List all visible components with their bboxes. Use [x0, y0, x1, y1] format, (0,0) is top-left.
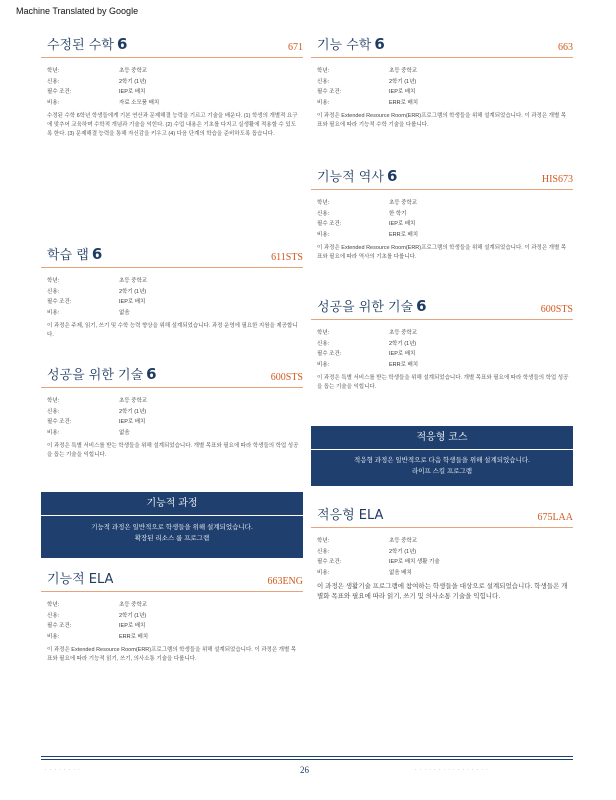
course-details: 학년: 초등 중학교 신용: 한 학기 필수 조건: IEP로 배치 비용: ERR로 배치: [317, 200, 419, 238]
course-study-lab: [41, 246, 303, 340]
course-details: 학년: 초등 중학교 신용: 2학기 (1년) 필수 조건: IEP로 배치 비용: 자료 소모품 배치: [47, 68, 160, 106]
course-details: 학년: 초등 중학교 신용: 2학기 (1년) 필수 조건: IEP로 배치 비용: ERR로 배치: [47, 602, 149, 640]
course-code: 611STS: [271, 252, 303, 263]
machine-translated-label: Machine Translated by Google: [16, 6, 139, 16]
page-number: 26: [300, 765, 309, 775]
banner-title: 적응형 코스: [311, 426, 573, 450]
course-description: 이 과정은 생활기술 프로그램에 참여하는 학생들을 대상으로 설계되었습니다. 학생들은 개별화 목표와 필요에 따라 읽기, 쓰기 및 의사소통 기술을 익힙니다.: [317, 583, 568, 600]
banner-text: 라이프 스킬 프로그램: [411, 468, 473, 475]
course-title-bar: [311, 506, 573, 528]
course-skills-for-success: [41, 366, 303, 460]
course-adaptive-ela: [311, 506, 573, 602]
course-code: 675LAA: [537, 512, 573, 523]
footer-left-text: · · · · · · · ·: [45, 767, 81, 772]
course-functional-math: [311, 36, 573, 130]
course-name: 수정된 수학 6: [47, 35, 128, 53]
course-description: 이 과정은 Extended Resource Room(ERR)프로그램의 학생들을 위해 설계되었습니다. 이 과정은 개별 목표와 필요에 따라 역사의 기초를 다룹니다.: [317, 245, 567, 260]
course-description: 이 과정은 Extended Resource Room(ERR)프로그램의 학생들을 위해 설계되었습니다. 이 과정은 개별 목표와 필요에 따라 기능적 수학 기술을 다룹니다.: [317, 113, 567, 128]
course-title-bar: [311, 36, 573, 58]
course-name: 성공을 위한 기술 6: [317, 297, 427, 315]
course-details: 학년: 초등 중학교 신용: 2학기 (1년) 필수 조건: IEP로 배치 비용: ERR로 배치: [317, 68, 419, 106]
course-name: 성공을 위한 기술 6: [47, 365, 157, 383]
course-skills-for-success-err: [311, 298, 573, 392]
course-name: 학습 랩 6: [47, 245, 103, 263]
course-description: 이 과정은 주제, 읽기, 쓰기 및 수학 능력 향상을 위해 설계되었습니다. 과정 운영에 필요한 지원을 제공합니다.: [47, 323, 298, 338]
course-title-bar: [311, 168, 573, 190]
footer-right-text: · · · · · · · · · · · · · · · ·: [415, 767, 489, 772]
course-code: 600STS: [270, 372, 303, 383]
course-code: HIS673: [541, 174, 573, 185]
adaptive-courses-banner: [311, 426, 573, 486]
course-code: 663ENG: [267, 576, 303, 587]
course-code: 671: [288, 42, 303, 53]
course-name: 적응형 ELA: [317, 508, 384, 523]
course-title-bar: [41, 36, 303, 58]
course-name: 기능적 역사 6: [317, 167, 398, 185]
banner-text: 기능적 과정은 일반적으로 학생들을 위해 설계되었습니다.: [91, 524, 253, 531]
course-details: 학년: 초등 중학교 신용: 2학기 (1년) 필수 조건: IEP로 배치 비용: ERR로 배치: [317, 330, 419, 368]
course-code: 663: [558, 42, 573, 53]
course-description: 이 과정은 특별 서비스를 받는 학생들을 위해 설계되었습니다. 개별 목표와 필요에 따라 학생들의 학업 성공을 돕는 기술을 익힙니다.: [47, 443, 299, 458]
footer-rule: [41, 756, 573, 760]
course-details: 학년: 초등 중학교 신용: 2학기 (1년) 필수 조건: IEP로 배치 비용: 없음: [47, 278, 148, 316]
banner-title: 기능적 과정: [41, 492, 303, 516]
course-description: 이 과정은 Extended Resource Room(ERR)프로그램의 학생들을 위해 설계되었습니다. 이 과정은 개별 목표와 필요에 따라 기능적 읽기, 쓰기, 의사소통 기술을 다룹니다.: [47, 647, 297, 662]
course-details: 학년: 초등 중학교 신용: 2학기 (1년) 필수 조건: IEP로 배치 생활 기술 비용: 없음 배치: [317, 538, 440, 576]
course-title-bar: [41, 246, 303, 268]
course-functional-history: [311, 168, 573, 262]
course-description: 이 과정은 특별 서비스를 받는 학생들을 위해 설계되었습니다. 개별 목표와 필요에 따라 학생들의 학업 성공을 돕는 기술을 익힙니다.: [317, 375, 569, 390]
course-details: 학년: 초등 중학교 신용: 2학기 (1년) 필수 조건: IEP로 배치 비용: 없음: [47, 398, 148, 436]
course-name: 기능적 ELA: [47, 572, 114, 587]
banner-text: 확장된 리소스 룸 프로그램: [134, 535, 210, 542]
banner-text: 적응형 과정은 일반적으로 다음 학생들을 위해 설계되었습니다.: [354, 457, 530, 464]
course-title-bar: [311, 298, 573, 320]
course-title-bar: [41, 570, 303, 592]
course-modified-math: [41, 36, 303, 139]
course-name: 기능 수학 6: [317, 35, 385, 53]
course-title-bar: [41, 366, 303, 388]
functional-courses-banner: [41, 492, 303, 558]
course-description: 수정된 수학 6학년 학생들에게 기본 연산과 문제해결 능력을 기르고 기술을 배운다. (1) 학생의 개별적 요구에 맞추어 교육하며 수학적 개념과 기술을 익힌다. (2) 수업 내용은 기초를 다지고 실생활에 적용할 수 있도록 한다. (3) 문제해결 능력을 통해 자신감을 키우고 (4) 다음 단계의 학습을 준비하도록 돕습니다.: [47, 113, 298, 137]
course-functional-ela: [41, 570, 303, 664]
course-code: 600STS: [540, 304, 573, 315]
